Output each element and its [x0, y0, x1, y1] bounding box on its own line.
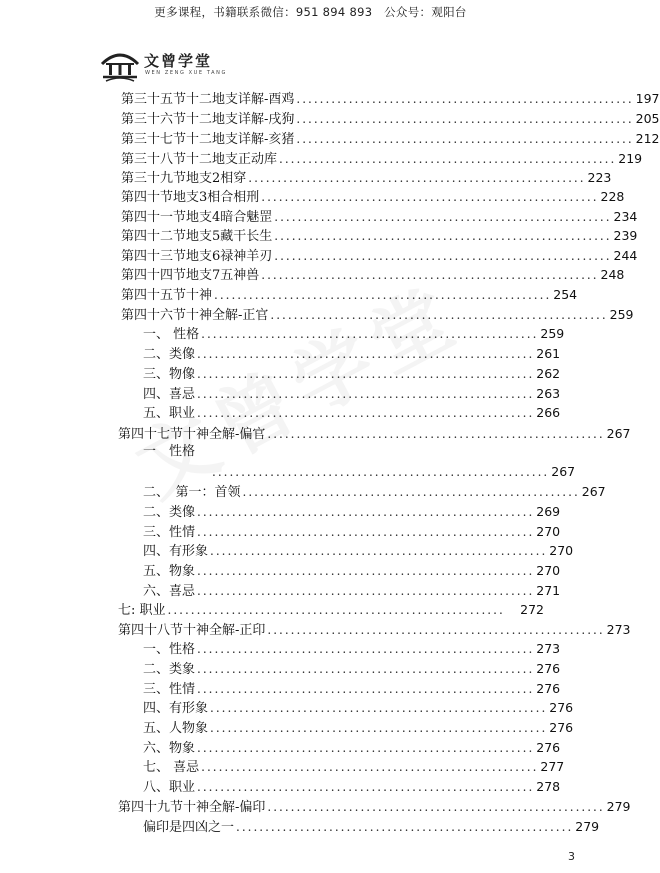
toc-entry-label: 一、 性格	[143, 327, 200, 342]
toc-leader-dots: ..........................................................	[197, 525, 535, 539]
toc-entry-label: 三、性情	[143, 682, 196, 697]
toc-entry-label: 第四十五节十神	[121, 288, 213, 303]
toc-leader-dots: ..........................................................	[197, 662, 535, 676]
toc-entry-page: 223	[587, 170, 612, 185]
header-contact-note: 更多课程，书籍联系微信：951 894 893 公众号：观阳台	[154, 5, 467, 19]
toc-entry-label: 五、物象	[143, 564, 196, 579]
toc-entry-label: 第四十三节地支6禄神羊刃	[121, 249, 273, 264]
toc-entry-page: 219	[618, 151, 643, 166]
toc-leader-dots: ..........................................................	[210, 721, 548, 735]
toc-leader-dots: ..........................................................	[270, 308, 608, 322]
toc-entry-label: 第四十七节十神全解-偏官	[118, 427, 266, 442]
toc-entry-page: 267	[551, 464, 576, 479]
toc-leader-dots: ..........................................................	[210, 544, 548, 558]
toc-entry-label: 四、有形象	[143, 701, 209, 716]
toc-entry-label: 四、喜忌	[143, 387, 196, 402]
toc-leader-dots: ..........................................................	[261, 268, 599, 282]
toc-subentry-label[interactable]: 一 性格	[143, 444, 196, 459]
toc-entry[interactable]	[118, 425, 631, 443]
toc-subentry[interactable]	[143, 404, 561, 422]
toc-entry-page: 234	[613, 209, 638, 224]
toc-entry-label: 八、职业	[143, 780, 196, 795]
logo-subtitle: WEN ZENG XUE TANG	[145, 70, 227, 76]
toc-entry-page: 266	[536, 405, 561, 420]
toc-entry-page: 228	[600, 189, 625, 204]
toc-entry-label: 五、职业	[143, 406, 196, 421]
toc-leader-dots: ..........................................................	[197, 780, 535, 794]
toc-entry-page: 279	[606, 799, 631, 814]
toc-entry-page: 276	[536, 740, 561, 755]
toc-entry[interactable]	[118, 798, 631, 816]
toc-entry-page: 212	[635, 131, 660, 146]
toc-entry-page: 267	[606, 426, 631, 441]
toc-entry-page: 270	[536, 563, 561, 578]
toc-leader-dots: ..........................................................	[242, 485, 580, 499]
page-number: 3	[568, 850, 575, 863]
toc-entry-label: 二、类象	[143, 662, 196, 677]
toc-subentry[interactable]	[143, 483, 606, 501]
toc-leader-dots: ..........................................................	[201, 760, 539, 774]
toc-entry-page: 269	[536, 504, 561, 519]
toc-entry-label: 第三十七节十二地支详解-亥猪	[121, 132, 295, 147]
toc-entry-label: 第三十六节十二地支详解-戌狗	[121, 112, 295, 127]
toc-entry-label: 二、类像	[143, 347, 196, 362]
toc-entry-label: 第四十六节十神全解-正官	[121, 308, 269, 323]
toc-entry[interactable]	[118, 621, 631, 639]
toc-entry[interactable]	[121, 130, 660, 148]
toc-leader-dots: ..........................................................	[197, 564, 535, 578]
toc-entry-page: 254	[553, 287, 578, 302]
toc-leader-dots: ..........................................................	[197, 387, 535, 401]
toc-entry-page: 273	[606, 622, 631, 637]
toc-subentry[interactable]	[143, 562, 561, 580]
toc-entry[interactable]	[121, 247, 638, 265]
toc-subentry[interactable]	[143, 503, 561, 521]
toc-leader-dots: ..........................................................	[296, 112, 634, 126]
toc-entry[interactable]	[118, 601, 544, 619]
toc-subentry[interactable]	[143, 778, 561, 796]
toc-entry-label: 第四十四节地支7五神兽	[121, 268, 260, 283]
toc-leader-dots: ..........................................................	[296, 132, 634, 146]
toc-entry-label: 第四十节地支3相合相刑	[121, 190, 260, 205]
toc-subentry-continuation[interactable]	[210, 463, 576, 481]
toc-subentry[interactable]	[143, 739, 561, 757]
toc-subentry[interactable]	[143, 660, 561, 678]
toc-entry[interactable]	[121, 169, 612, 187]
toc-leader-dots: ..........................................................	[197, 682, 535, 696]
toc-leader-dots: ..........................................................	[267, 623, 605, 637]
toc-entry-page: 244	[613, 248, 638, 263]
toc-entry-label: 第三十五节十二地支详解-酉鸡	[121, 92, 295, 107]
toc-entry-label: 第四十八节十神全解-正印	[118, 623, 266, 638]
toc-entry-page: 277	[540, 759, 565, 774]
toc-entry-page: 270	[536, 524, 561, 539]
toc-entry-label: 二、类像	[143, 505, 196, 520]
toc-entry-label: 偏印是四凶之一	[143, 820, 235, 835]
toc-entry-page: 276	[536, 661, 561, 676]
toc-entry-page: 273	[536, 641, 561, 656]
toc-entry-label: 六、喜忌	[143, 584, 196, 599]
toc-entry-page: 276	[549, 720, 574, 735]
toc-leader-dots: ..........................................................	[197, 406, 535, 420]
toc-leader-dots: ..........................................................	[274, 229, 612, 243]
toc-entry-page: 267	[581, 484, 606, 499]
toc-entry-page: 276	[549, 700, 574, 715]
toc-entry-label: 第三十九节地支2相穿	[121, 171, 247, 186]
toc-entry-page: 259	[540, 326, 565, 341]
toc-entry-page: 270	[549, 543, 574, 558]
toc-subentry[interactable]	[143, 345, 561, 363]
toc-entry-label: 第三十八节十二地支正动库	[121, 152, 278, 167]
toc-entry-page: 263	[536, 386, 561, 401]
toc-entry-page: 276	[536, 681, 561, 696]
toc-entry-label: 六、物象	[143, 741, 196, 756]
toc-entry-page: 261	[536, 346, 561, 361]
toc-entry-page: 262	[536, 366, 561, 381]
toc-entry-label: 一、性格	[143, 642, 196, 657]
toc-entry-label: 七、 喜忌	[143, 760, 200, 775]
toc-subentry[interactable]	[143, 385, 561, 403]
toc-entry[interactable]	[121, 227, 638, 245]
toc-entry-label: 七: 职业	[118, 603, 166, 618]
toc-leader-dots: ..........................................................	[197, 367, 535, 381]
toc-leader-dots: ..........................................................	[261, 190, 599, 204]
toc-leader-dots: ..........................................................	[197, 741, 535, 755]
toc-subentry[interactable]	[143, 758, 565, 776]
toc-leader-dots: ..........................................................	[197, 642, 535, 656]
toc-entry[interactable]	[121, 306, 634, 324]
toc-leader-dots: ..........................................................	[296, 92, 634, 106]
toc-leader-dots: ..........................................................	[274, 249, 612, 263]
toc-leader-dots: ..........................................................	[236, 820, 574, 834]
toc-entry-page: 248	[600, 267, 625, 282]
toc-entry-label: 四、有形象	[143, 544, 209, 559]
toc-entry-page: 279	[575, 819, 600, 834]
toc-entry[interactable]	[121, 188, 625, 206]
toc-leader-dots: ..........................................................	[267, 427, 605, 441]
logo-text: 文曾学堂	[144, 52, 213, 70]
toc-leader-dots: ..........................................................	[274, 210, 612, 224]
toc-entry[interactable]	[121, 150, 643, 168]
toc-entry[interactable]	[121, 208, 638, 226]
toc-entry[interactable]	[121, 90, 660, 108]
toc-subentry[interactable]	[143, 365, 561, 383]
toc-entry-label: 五、人物象	[143, 721, 209, 736]
toc-leader-dots: ..........................................................	[212, 465, 550, 479]
toc-subentry[interactable]	[143, 325, 565, 343]
toc-leader-dots: ..........................................................	[214, 288, 552, 302]
toc-subentry[interactable]	[143, 680, 561, 698]
toc-entry-page: 197	[635, 91, 660, 106]
toc-entry-page: 278	[536, 779, 561, 794]
toc-entry[interactable]	[121, 286, 578, 304]
toc-leader-dots: ..........................................................	[201, 327, 539, 341]
toc-subentry[interactable]	[143, 582, 561, 600]
toc-entry-label: 第四十一节地支4暗合魅罡	[121, 210, 273, 225]
toc-subentry[interactable]	[143, 818, 600, 836]
toc-leader-dots: ..........................................................	[167, 603, 505, 617]
toc-subentry[interactable]	[143, 542, 574, 560]
toc-leader-dots: ..........................................................	[197, 584, 535, 598]
toc-subentry[interactable]	[143, 523, 561, 541]
toc-subentry[interactable]	[143, 699, 574, 717]
toc-leader-dots: ..........................................................	[197, 347, 535, 361]
toc-entry[interactable]	[121, 110, 660, 128]
toc-subentry[interactable]	[143, 719, 574, 737]
toc-leader-dots: ..........................................................	[248, 171, 586, 185]
toc-leader-dots: ..........................................................	[267, 800, 605, 814]
toc-entry-label: 三、性情	[143, 525, 196, 540]
toc-entry-page: 272	[520, 602, 544, 617]
toc-entry-label: 三、物像	[143, 367, 196, 382]
toc-entry-label: 二、 第一：首领	[143, 485, 241, 500]
toc-entry[interactable]	[121, 266, 625, 284]
toc-entry-page: 271	[536, 583, 561, 598]
toc-leader-dots: ..........................................................	[210, 701, 548, 715]
toc-entry-page: 259	[609, 307, 634, 322]
toc-entry-page: 239	[613, 228, 638, 243]
toc-entry-label: 第四十二节地支5藏干长生	[121, 229, 273, 244]
toc-entry-page: 205	[635, 111, 660, 126]
toc-entry-label: 第四十九节十神全解-偏印	[118, 800, 266, 815]
toc-subentry[interactable]	[143, 640, 561, 658]
toc-leader-dots: ..........................................................	[197, 505, 535, 519]
toc-leader-dots: ..........................................................	[279, 152, 617, 166]
